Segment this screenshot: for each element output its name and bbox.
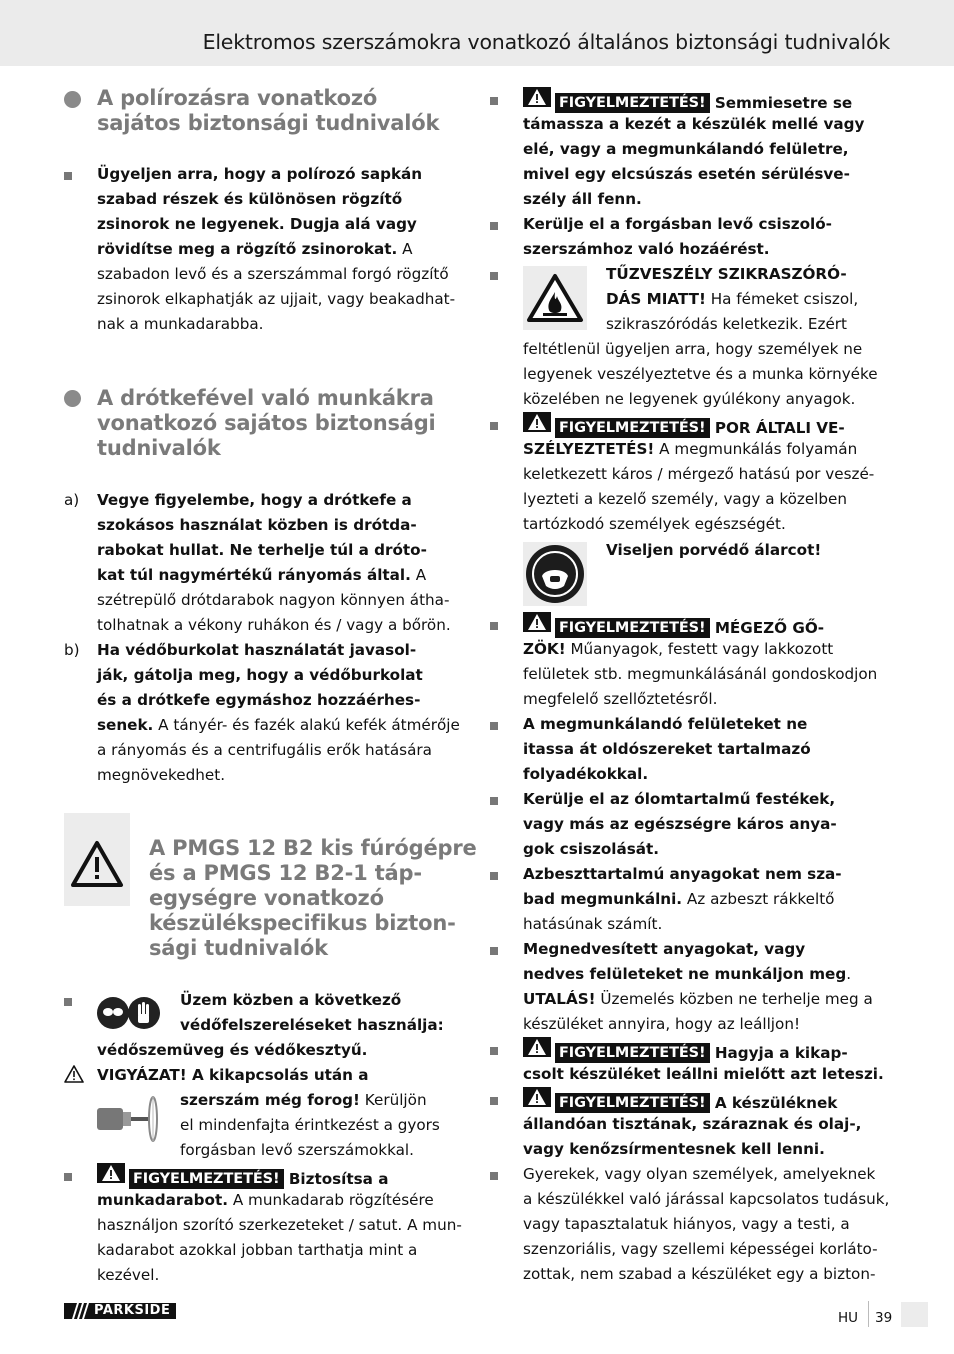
section-bullet <box>64 91 81 108</box>
text-line <box>97 1038 367 1063</box>
bold-text: védőszemüveg és védőkesztyű. <box>97 1041 368 1059</box>
bold-text: csolt készüléket leállni mielőtt azt leteszi. <box>523 1065 884 1083</box>
bold-text: Megnedvesített anyagokat, vagy <box>523 940 806 958</box>
text-line <box>523 362 878 387</box>
list-bullet <box>490 97 498 105</box>
text-line <box>523 337 878 362</box>
page-header <box>0 0 954 66</box>
warning-badge: FIGYELMEZTETÉS! <box>555 93 710 113</box>
warning-text: Semmiesetre se <box>709 94 853 112</box>
regular-text: felületek stb. megmunkálásánál gondoskodjon <box>523 665 878 683</box>
regular-text: forgásban levő szerszámokkal. <box>180 1141 414 1159</box>
text-line <box>97 1213 462 1238</box>
bold-text: Vegye figyelembe, hogy a drótkefe a <box>97 491 412 509</box>
warning-triangle-icon <box>523 1087 551 1107</box>
paragraph-avoid-contact <box>523 212 832 262</box>
list-bullet <box>490 947 498 955</box>
list-label-a: a) <box>64 491 80 509</box>
paragraph-solvents <box>523 712 811 787</box>
bold-text: vagy más az egészségre káros anya- <box>523 815 837 833</box>
text-line <box>97 713 460 738</box>
regular-text: Műanyagok, festett vagy lakkozott <box>565 640 834 658</box>
regular-text: megnövekedhet. <box>97 766 226 784</box>
regular-text: . <box>846 965 852 983</box>
bold-text: és a drótkefe egymáshoz hozzáérhes- <box>97 691 421 709</box>
bold-text: támassza a kezét a készülék mellé vagy <box>523 115 865 133</box>
text-line <box>523 1112 861 1137</box>
list-bullet <box>490 1172 498 1180</box>
bold-text: állandóan tisztának, száraznak és olaj-, <box>523 1115 862 1133</box>
bold-text: elé, vagy a megmunkálandó felületre, <box>523 140 849 158</box>
regular-text: A <box>397 240 413 258</box>
paragraph-fire-hazard <box>606 262 858 337</box>
bold-text: DÁS MIATT! <box>606 290 706 308</box>
paragraph-polishing-cap <box>97 162 455 337</box>
bold-text: nedves felületeket ne munkáljon meg <box>523 965 847 983</box>
title-line: A polírozásra vonatkozó <box>97 86 378 110</box>
language-code: HU <box>838 1310 859 1326</box>
text-line <box>97 162 455 187</box>
title-line: A drótkefével való munkákra <box>97 386 434 410</box>
paragraph-ppe-items <box>97 1038 367 1063</box>
paragraph-ppe <box>180 988 444 1038</box>
text-line <box>523 637 877 662</box>
warning-text: POR ÁLTALI VE- <box>709 419 845 437</box>
dust-mask-text: Viseljen porvédő álarcot! <box>606 541 822 559</box>
bold-text: senek. <box>97 716 154 734</box>
regular-text: tolhatnak a vékony ruhákon és / vagy a bőrön. <box>97 616 451 634</box>
text-line <box>97 312 455 337</box>
bold-text: VIGYÁZAT! A kikapcsolás után a <box>97 1066 369 1084</box>
paragraph-lead-paint <box>523 787 837 862</box>
regular-text: szabadon levő és a szerszámmal forgó rögzítő <box>97 265 449 283</box>
paragraph-fire-hazard-cont <box>523 337 878 412</box>
text-line <box>523 162 864 187</box>
section-title-wire-brush <box>97 386 436 461</box>
paragraph-toxic-fumes <box>523 637 877 712</box>
logo-stripes-icon <box>68 1303 90 1319</box>
regular-text: vagy tapasztalatuk hiányos, vagy a testi, a <box>523 1215 850 1233</box>
regular-text: A munkadarab rögzítésére <box>228 1191 434 1209</box>
brand-name: PARKSIDE <box>94 1303 171 1318</box>
bold-text: SZÉLYEZTETÉS! <box>523 440 655 458</box>
warning-text: Hagyja a kikap- <box>709 1044 848 1062</box>
regular-text: a készülékkel való járással kapcsolatos tudásuk, <box>523 1190 890 1208</box>
warning-badge: FIGYELMEZTETÉS! <box>555 1043 710 1063</box>
regular-text: Gyerekek, vagy olyan személyek, amelyeknek <box>523 1165 876 1183</box>
list-bullet <box>490 272 498 280</box>
bold-text: munkadarabot. <box>97 1191 228 1209</box>
text-line <box>523 1262 889 1287</box>
warning-sign-box <box>64 813 130 906</box>
warning-triangle-icon <box>523 1037 551 1057</box>
text-line <box>523 787 837 812</box>
regular-text: feltétlenül ügyeljen arra, hogy személyek ne <box>523 340 863 358</box>
dust-mask-icon <box>523 542 587 606</box>
bold-text: zsinorok ne legyenek. Dugja alá vagy <box>97 215 417 233</box>
bold-text: vagy kenőzsírmentesnek kell lenni. <box>523 1140 825 1158</box>
paragraph-children <box>523 1162 889 1287</box>
paragraph-secure-workpiece <box>97 1188 462 1288</box>
text-line <box>97 287 455 312</box>
bold-text: UTALÁS! <box>523 990 596 1008</box>
text-line <box>523 1187 889 1212</box>
text-line <box>97 262 455 287</box>
text-line <box>180 1088 440 1113</box>
warning-badge: FIGYELMEZTETÉS! <box>129 1169 284 1189</box>
page-title: Elektromos szerszámokra vonatkozó általános biztonsági tudnivalók <box>202 30 890 54</box>
bold-text: szokásos használat közben is drótda- <box>97 516 417 534</box>
list-bullet <box>490 872 498 880</box>
bold-text: mivel egy elcsúszás esetén sérülésve- <box>523 165 850 183</box>
text-line <box>97 738 460 763</box>
text-line <box>97 613 451 638</box>
text-line <box>523 112 864 137</box>
text-line <box>97 237 455 262</box>
text-line <box>97 1263 462 1288</box>
text-line <box>523 1062 884 1087</box>
text-line <box>97 513 451 538</box>
text-line <box>523 762 811 787</box>
safety-goggles-gloves-icon <box>97 995 160 1031</box>
bold-text: Kerülje el a forgásban levő csiszoló- <box>523 215 832 233</box>
regular-text: szétrepülő drótdarabok nagyon könnyen átha- <box>97 591 450 609</box>
text-line <box>97 1188 462 1213</box>
text-line <box>180 1113 440 1138</box>
footer-divider <box>868 1301 869 1327</box>
rotating-tool-icon <box>97 1090 161 1148</box>
regular-text: A megmunkálás folyamán <box>654 440 858 458</box>
paragraph-wire-brush-b <box>97 638 460 788</box>
list-bullet <box>490 1047 498 1055</box>
list-bullet <box>490 1097 498 1105</box>
regular-text: megfelelő szellőztetésről. <box>523 690 718 708</box>
section-title-device-specific <box>149 836 477 961</box>
bold-text: rabokat hullat. Ne terhelje túl a dróto- <box>97 541 427 559</box>
text-line <box>523 387 878 412</box>
bold-text: szély áll fenn. <box>523 190 642 208</box>
paragraph-dust-hazard <box>523 437 874 537</box>
text-line <box>523 1162 889 1187</box>
bold-text: szabad részek és különösen rögzítő <box>97 190 403 208</box>
warning-badge: FIGYELMEZTETÉS! <box>555 618 710 638</box>
warning-text: A készüléknek <box>709 1094 838 1112</box>
bold-text: Ha védőburkolat használatát javasol- <box>97 641 417 659</box>
text-line <box>180 1138 440 1163</box>
brand-logo <box>64 1303 176 1319</box>
text-line <box>97 212 455 237</box>
regular-text: szenzoriális, vagy szellemi képességei korláto- <box>523 1240 878 1258</box>
bold-text: bad megmunkálni. <box>523 890 683 908</box>
list-bullet <box>490 622 498 630</box>
regular-text: kadarabot azokkal jobban tarthatja mint a <box>97 1241 418 1259</box>
list-bullet <box>64 172 72 180</box>
text-line <box>523 487 874 512</box>
bold-text: Üzem közben a következő <box>180 991 402 1009</box>
regular-text: kezével. <box>97 1266 160 1284</box>
text-line <box>523 937 873 962</box>
title-line: sajátos biztonsági tudnivalók <box>97 111 440 135</box>
bold-text: Ügyeljen arra, hogy a polírozó sapkán <box>97 165 423 183</box>
title-line: egységre vonatkozó <box>149 886 384 910</box>
list-bullet <box>490 722 498 730</box>
warning-badge: FIGYELMEZTETÉS! <box>555 418 710 438</box>
regular-text: készüléket annyira, hogy az leálljon! <box>523 1015 801 1033</box>
paragraph-wire-brush-a <box>97 488 451 638</box>
regular-text: zottak, nem szabad a készüléket egy a bizton- <box>523 1265 876 1283</box>
regular-text: A <box>410 566 427 584</box>
regular-text: lyezteti a kezelő személy, vagy a közelben <box>523 490 848 508</box>
text-line <box>523 737 811 762</box>
bold-text: Kerülje el az ólomtartalmű festékek, <box>523 790 836 808</box>
paragraph-hand-support <box>523 112 864 212</box>
text-line <box>523 862 842 887</box>
warning-triangle-icon <box>64 813 130 906</box>
regular-text: zsinorok elkaphatják az ujjait, vagy beakadhat- <box>97 290 456 308</box>
page-corner-box <box>901 1302 928 1327</box>
regular-text: használjon szorító szerkezeteket / satut. A mun- <box>97 1216 462 1234</box>
regular-text: közelében ne legyenek gyúlékony anyagok. <box>523 390 856 408</box>
fire-hazard-sign <box>523 266 587 330</box>
text-line <box>523 1212 889 1237</box>
bold-text: védőfelszereléseket használja: <box>180 1016 444 1034</box>
text-line <box>97 638 460 663</box>
title-line: és a PMGS 12 B2-1 táp- <box>149 861 422 885</box>
text-line <box>97 688 460 713</box>
list-bullet <box>64 998 72 1006</box>
section-bullet <box>64 390 81 407</box>
paragraph-tool-rotating <box>180 1088 440 1163</box>
text-line <box>97 763 460 788</box>
text-line <box>523 212 832 237</box>
text-line <box>97 488 451 513</box>
bold-text: TŰZVESZÉLY SZIKRASZÓRÓ- <box>606 265 847 283</box>
title-line: tudnivalók <box>97 436 221 460</box>
warning-text: MÉGEZŐ GŐ- <box>709 619 825 637</box>
bold-text: itassa át oldószereket tartalmazó <box>523 740 811 758</box>
bold-text: Azbeszttartalmú anyagokat nem sza- <box>523 865 842 883</box>
text-line <box>97 588 451 613</box>
paragraph-asbestos <box>523 862 842 937</box>
text-line <box>523 987 873 1012</box>
list-bullet <box>64 1173 72 1181</box>
bold-text: A megmunkálandó felületeket ne <box>523 715 808 733</box>
warning-triangle-icon <box>97 1163 125 1183</box>
bold-text: szerszám még forog! <box>180 1091 360 1109</box>
bold-text: gok csiszolását. <box>523 840 660 858</box>
text-line <box>523 712 811 737</box>
title-line: vonatkozó sajátos biztonsági <box>97 411 436 435</box>
list-bullet <box>490 797 498 805</box>
warning-badge: FIGYELMEZTETÉS! <box>555 1093 710 1113</box>
regular-text: el mindenfajta érintkezést a gyors <box>180 1116 440 1134</box>
paragraph-wet-materials <box>523 937 873 1037</box>
text-line <box>523 1137 861 1162</box>
warning-text: Biztosítsa a <box>283 1170 389 1188</box>
bold-text: szerszámhoz való hozáérést. <box>523 240 770 258</box>
bold-text: ZÖK! <box>523 640 566 658</box>
bold-text: folyadékokkal. <box>523 765 649 783</box>
text-line <box>523 137 864 162</box>
list-bullet <box>490 222 498 230</box>
title-line: sági tudnivalók <box>149 936 328 960</box>
text-line <box>97 563 451 588</box>
regular-text: Az azbeszt rákkeltő <box>682 890 835 908</box>
bold-text: kat túl nagymértékű rányomás által. <box>97 566 411 584</box>
regular-text: Üzemelés közben ne terhelje meg a <box>595 990 873 1008</box>
regular-text: tartózkodó személyek egészségét. <box>523 515 786 533</box>
text-line <box>523 912 842 937</box>
text-line <box>606 312 858 337</box>
paragraph-keep-clean <box>523 1112 861 1162</box>
paragraph-caution <box>97 1063 369 1088</box>
dust-mask-sign <box>523 542 587 606</box>
text-line <box>523 437 874 462</box>
text-line <box>523 1237 889 1262</box>
page-number: 39 <box>875 1310 893 1326</box>
regular-text: nak a munkadarabba. <box>97 315 264 333</box>
regular-text: Kerüljön <box>359 1091 427 1109</box>
regular-text: szikraszóródás keletkezik. Ezért <box>606 315 847 333</box>
regular-text: keletkezett káros / mérgező hatású por veszé- <box>523 465 875 483</box>
text-line <box>523 812 837 837</box>
text-line <box>523 187 864 212</box>
text-line <box>523 837 837 862</box>
paragraph-stop-device <box>523 1062 884 1087</box>
text-line <box>180 1013 444 1038</box>
text-line <box>523 687 877 712</box>
text-line <box>523 1012 873 1037</box>
caution-triangle-icon <box>64 1065 84 1083</box>
title-line: készülékspecifikus bizton- <box>149 911 456 935</box>
regular-text: Ha fémeket csiszol, <box>705 290 859 308</box>
title-line: A PMGS 12 B2 kis fúrógépre <box>149 836 477 860</box>
regular-text: legyenek veszélyeztetve és a munka környéke <box>523 365 878 383</box>
regular-text: a rányomás és a centrifugális erők hatására <box>97 741 432 759</box>
text-line <box>97 1063 369 1088</box>
regular-text: hatásúnak számít. <box>523 915 663 933</box>
text-line <box>606 287 858 312</box>
text-line <box>523 662 877 687</box>
regular-text: A tányér- és fazék alakú kefék átmérője <box>153 716 460 734</box>
text-line <box>97 187 455 212</box>
text-line <box>523 512 874 537</box>
text-line <box>523 887 842 912</box>
text-line <box>523 962 873 987</box>
text-line <box>523 237 832 262</box>
text-line <box>606 262 858 287</box>
text-line <box>97 663 460 688</box>
list-label-b: b) <box>64 641 80 659</box>
text-line <box>97 538 451 563</box>
text-line <box>523 462 874 487</box>
warning-triangle-icon <box>523 612 551 632</box>
warning-triangle-icon <box>523 412 551 432</box>
text-line <box>97 1238 462 1263</box>
section-title-polishing <box>97 86 439 136</box>
bold-text: rövidítse meg a rögzítő zsinorokat. <box>97 240 398 258</box>
warning-triangle-icon <box>523 87 551 107</box>
list-bullet <box>490 422 498 430</box>
bold-text: ják, gátolja meg, hogy a védőburkolat <box>97 666 423 684</box>
text-line <box>180 988 444 1013</box>
fire-hazard-icon <box>523 266 587 330</box>
